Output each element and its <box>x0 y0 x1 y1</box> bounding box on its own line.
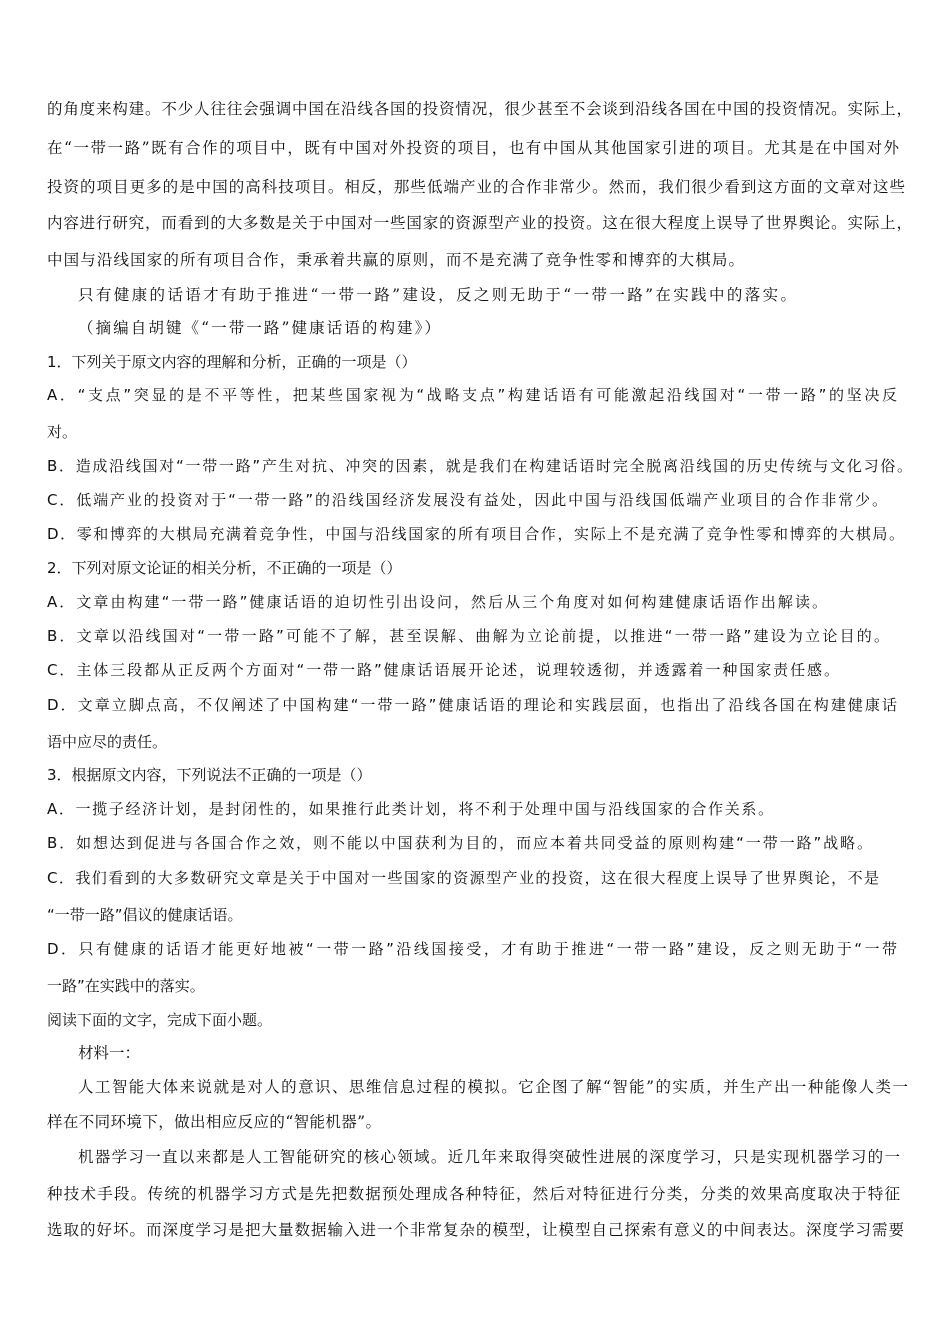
reading-instruction: 阅读下面的文字，完成下面小题。 <box>47 1011 273 1029</box>
question-2-option-a: A．文章由构建“一带一路”健康话语的迫切性引出设问，然后从三个角度对如何构建健康话语作出解读。 <box>47 593 827 611</box>
question-3-option-d-cont: 一路”在实践中的落实。 <box>47 977 205 995</box>
material-line: 种技术手段。传统的机器学习方式是先把数据预处理成各种特征，然后对特征进行分类，分类的效果高度取决于特征 <box>47 1185 900 1203</box>
passage-line: 的角度来构建。不少人往往会强调中国在沿线各国的投资情况，很少甚至不会谈到沿线各国在中国的投资情况。实际上， <box>47 100 912 118</box>
question-3-option-d: D．只有健康的话语才能更好地被“一带一路”沿线国接受，才有助于推进“一带一路”建设，反之则无助于“一带 <box>47 940 897 958</box>
passage-line: 内容进行研究，而看到的大多数是关于中国对一些国家的资源型产业的投资。这在很大程度上误导了世界舆论。实际上， <box>47 214 912 232</box>
passage-conclusion: 只有健康的话语才有助于推进“一带一路”建设，反之则无助于“一带一路”在实践中的落实。 <box>78 286 796 304</box>
question-3-option-c-cont: “一带一路”倡议的健康话语。 <box>47 906 243 924</box>
question-1-option-a-cont: 对。 <box>47 423 78 441</box>
question-2-option-d: D．文章立脚点高，不仅阐述了中国构建“一带一路”健康话语的理论和实践层面，也指出了沿线各国在构建健康话 <box>47 696 897 714</box>
question-1-option-b: B．造成沿线国对“一带一路”产生对抗、冲突的因素，就是我们在构建话语时完全脱离沿线国的历史传统与文化习俗。 <box>47 457 912 475</box>
question-1-option-d: D．零和博弈的大棋局充满着竞争性，中国与沿线国家的所有项目合作，实际上不是充满了竞争性零和博弈的大棋局。 <box>47 525 904 543</box>
question-3-option-c: C．我们看到的大多数研究文章是关于中国对一些国家的资源型产业的投资，这在很大程度上误导了世界舆论，不是 <box>47 869 879 887</box>
passage-line: 在“一带一路”既有合作的项目中，既有中国对外投资的项目，也有中国从其他国家引进的项目。尤其是在中国对外 <box>47 139 899 157</box>
material-line: 样在不同环境下，做出相应反应的“智能机器”。 <box>47 1113 381 1131</box>
material-label: 材料一： <box>78 1044 141 1062</box>
question-3-stem: 3．根据原文内容，下列说法不正确的一项是（） <box>47 766 372 784</box>
material-line: 选取的好坏。而深度学习是把大量数据输入进一个非常复杂的模型，让模型自己探索有意义的中间表达。深度学习需要 <box>47 1221 904 1239</box>
passage-line: 投资的项目更多的是中国的高科技项目。相反，那些低端产业的合作非常少。然而，我们很少看到这方面的文章对这些 <box>47 178 905 196</box>
question-1-stem: 1．下列关于原文内容的理解和分析，正确的一项是（） <box>47 353 417 371</box>
question-1-option-c: C．低端产业的投资对于“一带一路”的沿线国经济发展没有益处，因此中国与沿线国低端产业项目的合作非常少。 <box>47 491 887 509</box>
question-2-option-b: B．文章以沿线国对“一带一路”可能不了解，甚至误解、曲解为立论前提，以推进“一带一路”建设为立论目的。 <box>47 627 889 645</box>
question-2-option-d-cont: 语中应尽的责任。 <box>47 733 168 751</box>
question-2-stem: 2．下列对原文论证的相关分析，不正确的一项是（） <box>47 559 402 577</box>
question-3-option-b: B．如想达到促进与各国合作之效，则不能以中国获利为目的，而应本着共同受益的原则构建“一带一路”战略。 <box>47 834 872 852</box>
passage-line: 中国与沿线国家的所有项目合作，秉承着共赢的原则，而不是充满了竞争性零和博弈的大棋局。 <box>47 251 744 269</box>
material-line: 机器学习一直以来都是人工智能研究的核心领域。近几年来取得突破性进展的深度学习，只是实现机器学习的一 <box>78 1148 900 1166</box>
passage-source: （摘编自胡键《“一带一路”健康话语的构建》） <box>78 319 440 337</box>
question-3-option-a: A．一揽子经济计划，是封闭性的，如果推行此类计划，将不利于处理中国与沿线国家的合作关系。 <box>47 800 773 818</box>
question-2-option-c: C．主体三段都从正反两个方面对“一带一路”健康话语展开论述，说理较透彻，并透露着一种国家责任感。 <box>47 661 839 679</box>
material-line: 人工智能大体来说就是对人的意识、思维信息过程的模拟。它企图了解“智能”的实质，并生产出一种能像人类一 <box>78 1078 908 1096</box>
question-1-option-a: A．“支点”突显的是不平等性，把某些国家视为“战略支点”构建话语有可能激起沿线国对“一带一路”的坚决反 <box>47 386 897 404</box>
